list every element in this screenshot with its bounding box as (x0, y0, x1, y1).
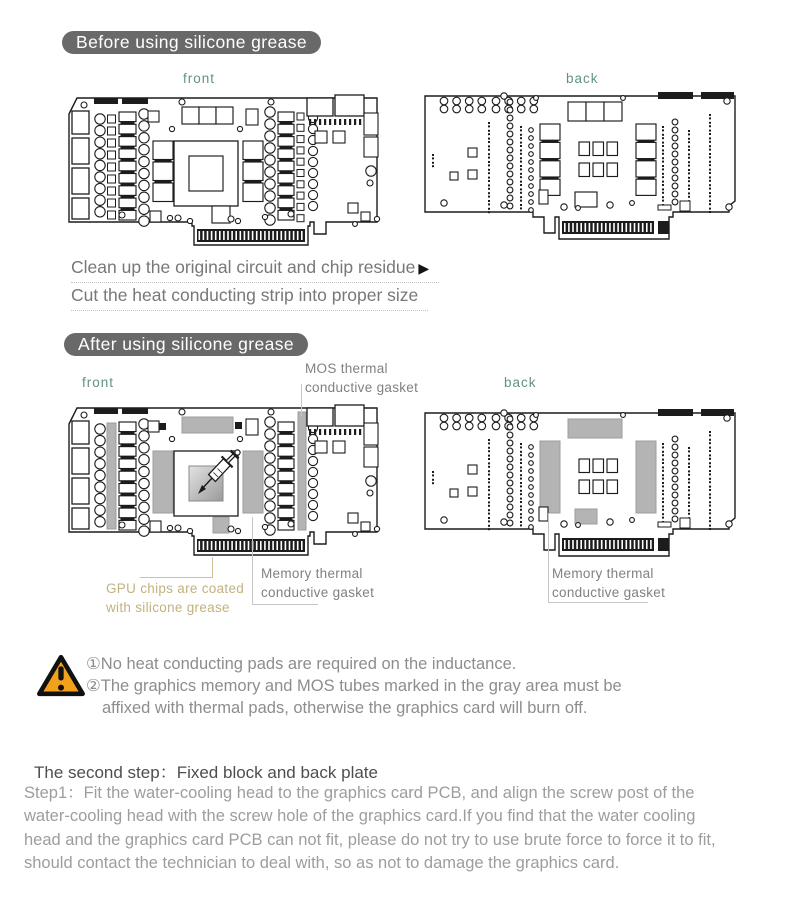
gpu-grease-label-line1: GPU chips are coated (106, 581, 245, 596)
back-label-before: back (566, 71, 599, 86)
mos-gasket-label-line2: conductive gasket (305, 379, 419, 395)
gpu-grease-label (106, 580, 244, 617)
gpu-leader-line-h (140, 577, 213, 578)
pcb-diagram-back-before (418, 84, 750, 246)
warning-line1: ①No heat conducting pads are required on the inductance. (86, 655, 517, 673)
warning-line3: affixed with thermal pads, otherwise the graphics card will burn off. (102, 698, 588, 717)
instruction-text-1: Clean up the original circuit and chip residue (71, 257, 416, 277)
instruction-line-clean (71, 257, 439, 283)
pcb-diagram-front-after (60, 398, 390, 566)
step-section-title: The second step：Fixed block and back plate (34, 763, 378, 782)
memory-gasket-label-back (552, 565, 665, 602)
arrow-right-icon: ▶ (418, 260, 430, 276)
mos-gasket-label (305, 360, 418, 397)
memory-gasket-label-front (261, 565, 374, 602)
step-body-line3: head and the graphics card PCB can not fit, please do not try to use brute force to force it to fit, (24, 830, 716, 849)
step-body-line1: Step1：Fit the water-cooling head to the graphics card PCB, and align the screw post of the (24, 784, 695, 802)
memory-front-leader-line (252, 517, 253, 605)
front-label-before: front (183, 71, 216, 86)
mos-gasket-label-line1: MOS thermal (305, 361, 388, 376)
step-section-body (24, 782, 716, 876)
pcb-diagram-back-after (418, 401, 750, 563)
instruction-text-2: Cut the heat conducting strip into proper size (71, 285, 419, 305)
memory-front-underline (252, 604, 318, 605)
section-badge-after: After using silicone grease (64, 333, 308, 356)
warning-text (86, 654, 622, 719)
warning-triangle-icon (36, 653, 86, 698)
memory-gasket-back-line2: conductive gasket (552, 584, 666, 600)
back-label-after: back (504, 375, 537, 390)
section-badge-before: Before using silicone grease (62, 31, 321, 54)
step-body-line4: should contact the technician to deal with, so as not to damage the graphics card. (24, 854, 620, 873)
front-label-after: front (82, 375, 115, 390)
mos-leader-line (301, 384, 302, 416)
instruction-line-cut (71, 285, 428, 311)
warning-line2: ②The graphics memory and MOS tubes marked in the gray area must be (86, 676, 622, 695)
memory-back-leader-line (548, 513, 549, 603)
memory-back-underline (548, 602, 648, 603)
pcb-diagram-front-before (60, 88, 390, 256)
memory-gasket-front-line1: Memory thermal (261, 566, 363, 581)
memory-gasket-back-line1: Memory thermal (552, 566, 654, 581)
memory-gasket-front-line2: conductive gasket (261, 584, 375, 600)
gpu-grease-label-line2: with silicone grease (106, 599, 230, 615)
gpu-leader-line-v (212, 557, 213, 578)
step-body-line2: water-cooling head with the screw hole of the graphics card.If you find that the water cooling (24, 807, 696, 826)
